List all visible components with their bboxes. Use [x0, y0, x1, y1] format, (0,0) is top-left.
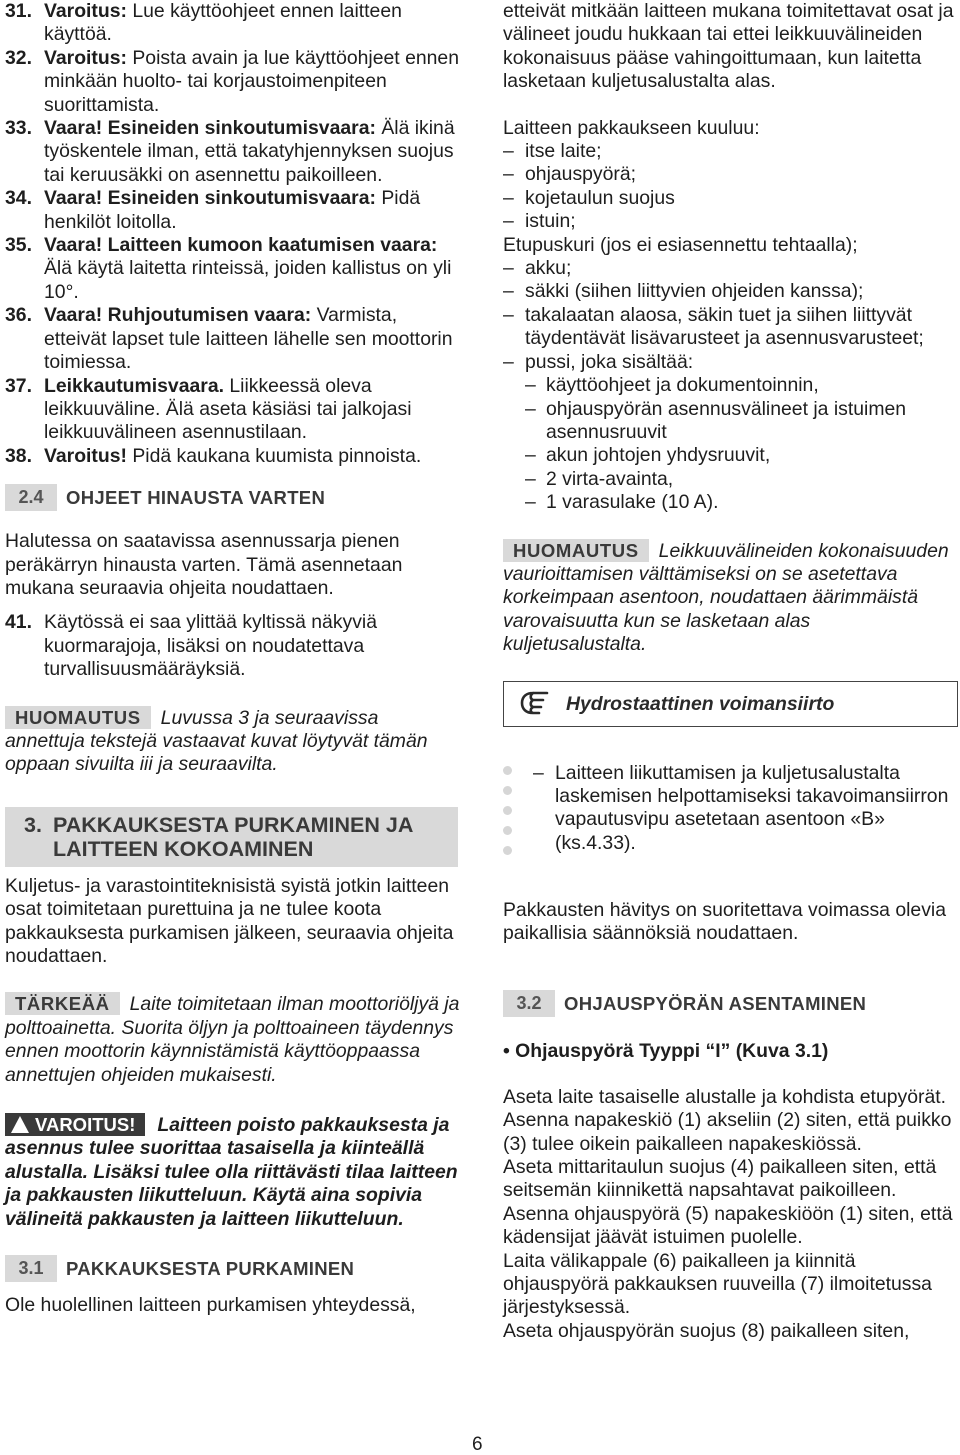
dash-mark: – — [525, 491, 536, 514]
note-tarkeaa — [5, 992, 460, 1087]
section-title-line1: PAKKAUKSESTA PURKAMINEN JA — [53, 812, 414, 837]
item-text: Liikkeessä oleva leikkuuväline. Älä aseta käsiäsi tai jalkojasi leikkuuvälineen asennustilaan. — [44, 374, 412, 444]
item-label: Vaara! Esineiden sinkoutumisvaara: — [44, 187, 376, 210]
hand-pointer-icon — [519, 690, 551, 716]
item-text: Käytössä ei saa ylittää kyltissä näkyviä kuormarajoja, lisäksi on noudatettava turvallisuusmääräyksiä. — [44, 611, 378, 681]
item-text: Älä ikinä työskentele ilman, että takatyhjennyksen suojus tai keruusäkki on asennettu paikoilleen. — [44, 117, 455, 186]
hydrostatic-drive-box — [503, 681, 958, 727]
note-text: Luvussa 3 ja seuraavissa annettuja tekstejä vastaavat kuvat löytyvät tämän oppaan sivuilta iii ja seuraavilta. — [5, 706, 428, 776]
item-number: 31. — [5, 0, 32, 22]
list-item-text: kojetaulun suojus — [525, 186, 675, 209]
package-pouch-list — [503, 374, 958, 514]
continued-paragraph: etteivät mitkään laitteen mukana toimitettavat osat ja välineet joudu hukkaan tai ettei leikkuuvälineiden kokonaisuus pääse vahingoittumaan, kun laitetta lasketaan kuljetusalustalta alas. — [503, 0, 954, 93]
list-item — [503, 280, 958, 303]
section-title-line2: LAITTEEN KOKOAMINEN — [53, 836, 314, 861]
list-item — [503, 140, 958, 163]
list-item — [503, 444, 958, 467]
note-tag: HUOMAUTUS — [503, 539, 649, 562]
item-label: Varoitus: — [44, 46, 127, 69]
section-title: OHJEET HINAUSTA VARTEN — [66, 487, 326, 509]
dash-mark: – — [525, 444, 536, 467]
note-tag: HUOMAUTUS — [5, 706, 151, 729]
warning-block — [5, 1113, 460, 1231]
numbered-item — [5, 304, 460, 374]
section-number: 2.4 — [5, 484, 57, 511]
list-item — [503, 163, 958, 186]
dash-mark: – — [503, 280, 514, 303]
steering-wheel-type-bullet: • Ohjauspyörä Tyyppi “I” (Kuva 3.1) — [503, 1040, 829, 1063]
item-label: Vaara! Laitteen kumoon kaatumisen vaara: — [44, 234, 438, 257]
list-item-text: akun johtojen yhdysruuvit, — [546, 444, 771, 467]
list-item-text: pussi, joka sisältää: — [525, 350, 694, 373]
list-item — [503, 187, 958, 210]
item-text: Pidä henkilöt loitolla. — [44, 187, 421, 233]
warning-tag-label: VAROITUS! — [35, 1114, 136, 1136]
note-text: Laite toimitetaan ilman moottoriöljyä ja polttoainetta. Suorita öljyn ja polttoaineen täydennys ennen moottorin käynnistämistä käyttöoppaassa annettujen ohjeiden mukaisesti. — [5, 993, 460, 1086]
dash-mark: – — [503, 257, 514, 280]
list-item-text: ohjauspyörä; — [525, 163, 637, 186]
list-item — [503, 374, 958, 397]
numbered-item — [5, 0, 460, 47]
list-item-text: akku; — [525, 257, 572, 280]
list-item-text: säkki (siihen liittyvien ohjeiden kanssa); — [525, 280, 864, 303]
list-item — [503, 304, 958, 351]
list-item-text: käyttöohjeet ja dokumentoinnin, — [546, 374, 819, 397]
item-text: Varmista, etteivät lapset tule laitteen lähelle sen moottorin toimiessa. — [44, 304, 453, 374]
section-title: OHJAUSPYÖRÄN ASENTAMINEN — [564, 993, 867, 1015]
item-number: 34. — [5, 187, 32, 210]
list-item — [503, 491, 958, 514]
package-intro: Laitteen pakkaukseen kuuluu: — [503, 116, 760, 139]
list-item-text: itse laite; — [525, 140, 602, 163]
numbered-item — [5, 375, 460, 445]
note-huomautus-2 — [503, 539, 958, 657]
item-41 — [5, 611, 460, 681]
dash-mark: – — [525, 467, 536, 490]
package-bumper: Etupuskuri (jos ei esiasennettu tehtaalla); — [503, 233, 858, 256]
list-item — [503, 351, 958, 374]
list-item-text: istuin; — [525, 210, 576, 233]
item-label: Leikkautumisvaara. — [44, 374, 224, 397]
hydrostatic-drive-label: Hydrostaattinen voimansiirto — [566, 692, 835, 715]
warning-triangle-icon — [11, 1116, 29, 1133]
dash-mark: – — [503, 350, 514, 373]
dots-decoration — [503, 766, 515, 866]
note-tag: TÄRKEÄÄ — [5, 992, 120, 1015]
item-number: 41. — [5, 611, 32, 634]
dash-mark: – — [503, 140, 514, 163]
page-number: 6 — [472, 1434, 483, 1455]
list-item-text: ohjauspyörän asennusvälineet ja istuimen asennusruuvit — [546, 397, 907, 443]
hydrostatic-drive-item — [503, 762, 958, 880]
list-item — [503, 210, 958, 233]
section-2-4-heading — [5, 484, 460, 511]
list-item-text: takalaatan alaosa, säkin tuet ja siihen liittyvät täydentävät lisävarusteet ja asennusvarusteet; — [525, 303, 924, 350]
assembly-step: Laita välikappale (6) paikalleen ja kiinnitä ohjauspyörä pakkauksen ruuveilla (7) ilmoitetussa järjestyksessä. — [503, 1249, 932, 1319]
right-column — [503, 0, 958, 1343]
warning-tag — [5, 1113, 145, 1136]
numbered-item — [5, 445, 460, 468]
note-text: Leikkuuvälineiden kokonaisuuden vaurioittamisen välttämiseksi on se asetettava korkeimpaan asentoon, noudattaen äärimmäistä varovaisuutta kun se lasketaan alas kuljetusalustalta. — [503, 539, 949, 656]
numbered-item — [5, 117, 460, 187]
item-number: 38. — [5, 444, 32, 467]
disposal-paragraph: Pakkausten hävitys on suoritettava voimassa olevia paikallisia säännöksiä noudattaen. — [503, 898, 946, 944]
numbered-item — [5, 234, 460, 304]
assembly-step: Aseta ohjauspyörän suojus (8) paikalleen siten, — [503, 1319, 910, 1342]
item-text: Pidä kaukana kuumista pinnoista. — [126, 444, 422, 467]
item-number: 32. — [5, 46, 32, 69]
dash-mark: – — [525, 397, 536, 420]
section-number: 3. — [24, 812, 42, 837]
warning-text: Laitteen poisto pakkauksesta ja asennus tulee suorittaa tasaisella ja kiinteällä alustalla. Lisäksi tulee olla riittävästi tilaa laitteen ja pakkausten liikutteluun. Käytä aina sopivia välineitä pakkausten ja laitteen liikutteluun. — [5, 1114, 458, 1230]
unpacking-paragraph: Kuljetus- ja varastointiteknisistä syistä jotkin laitteen osat toimitetaan purettuina ja ne tulee koota pakkauksesta purkamisen jälkeen, seuraavia ohjeita noudattaen. — [5, 874, 454, 967]
item-number: 33. — [5, 117, 32, 140]
numbered-item — [5, 187, 460, 234]
section-3-2-heading — [503, 990, 958, 1017]
dash-mark: – — [525, 374, 536, 397]
list-item-text: 1 varasulake (10 A). — [546, 491, 719, 514]
list-item — [503, 257, 958, 280]
dash-mark: – — [503, 303, 514, 326]
section-number: 3.2 — [503, 990, 555, 1017]
dash-item-text: Laitteen liikuttamisen ja kuljetusalustalta laskemisen helpottamiseksi takavoimansiirron vapautusvipu asetetaan asentoon «B» (ks.4.33). — [555, 761, 949, 854]
left-column — [5, 0, 460, 1317]
numbered-item — [5, 47, 460, 117]
item-number: 36. — [5, 304, 32, 327]
item-number: 37. — [5, 374, 32, 397]
dash-mark: – — [503, 163, 514, 186]
assembly-step: Asenna napakeskiö (1) akseliin (2) siten, että puikko (3) tulee oikein paikalleen napakeskiössä. — [503, 1109, 952, 1155]
assembly-step: Aseta laite tasaiselle alustalle ja kohdista etupyörät. — [503, 1085, 947, 1108]
dash-item: – Laitteen liikuttamisen ja kuljetusalustalta laskemisen helpottamiseksi takavoimansiirron vapautusvipu asetetaan asentoon «B» (ks.4.33). — [533, 761, 949, 854]
section-3-1-heading — [5, 1255, 460, 1282]
item-text: Älä käytä laitetta rinteissä, joiden kallistus on yli 10°. — [44, 257, 452, 303]
package-list-2 — [503, 257, 958, 374]
item-label: Varoitus: — [44, 0, 127, 22]
towing-paragraph: Halutessa on saatavissa asennussarja pienen peräkärryn hinausta varten. Tämä asennetaan mukana seuraavia ohjeita noudattaen. — [5, 530, 403, 599]
package-list-1 — [503, 140, 958, 234]
note-huomautus-1 — [5, 706, 460, 777]
item-text: Poista avain ja lue käyttöohjeet ennen minkään huolto- tai korjaustoimenpiteen suorittamista. — [44, 46, 459, 116]
assembly-steps — [503, 1086, 958, 1343]
item-label: Varoitus! — [44, 444, 127, 467]
item-label: Vaara! Ruhjoutumisen vaara: — [44, 304, 312, 327]
section-3-heading — [5, 807, 458, 867]
list-item — [503, 398, 958, 445]
item-number: 35. — [5, 234, 32, 257]
section-title: PAKKAUKSESTA PURKAMINEN — [66, 1258, 355, 1280]
item-text: Lue käyttöohjeet ennen laitteen käyttöä. — [44, 0, 402, 46]
safety-symbol-list — [5, 0, 460, 468]
list-item-text: 2 virta-avainta, — [546, 467, 674, 490]
dash-mark: – — [503, 186, 514, 209]
section-number: 3.1 — [5, 1255, 57, 1282]
item-label: Vaara! Esineiden sinkoutumisvaara: — [44, 117, 376, 140]
list-item — [503, 468, 958, 491]
dash-mark: – — [503, 210, 514, 233]
unpacking-care-paragraph: Ole huolellinen laitteen purkamisen yhteydessä, — [5, 1294, 416, 1317]
assembly-step: Asenna ohjauspyörä (5) napakeskiöön (1) siten, että kädensijat jäävät istuimen puolelle. — [503, 1202, 953, 1249]
assembly-step: Aseta mittaritaulun suojus (4) paikalleen siten, että seitsemän kiinnikettä napsahtavat paikoilleen. — [503, 1156, 937, 1202]
